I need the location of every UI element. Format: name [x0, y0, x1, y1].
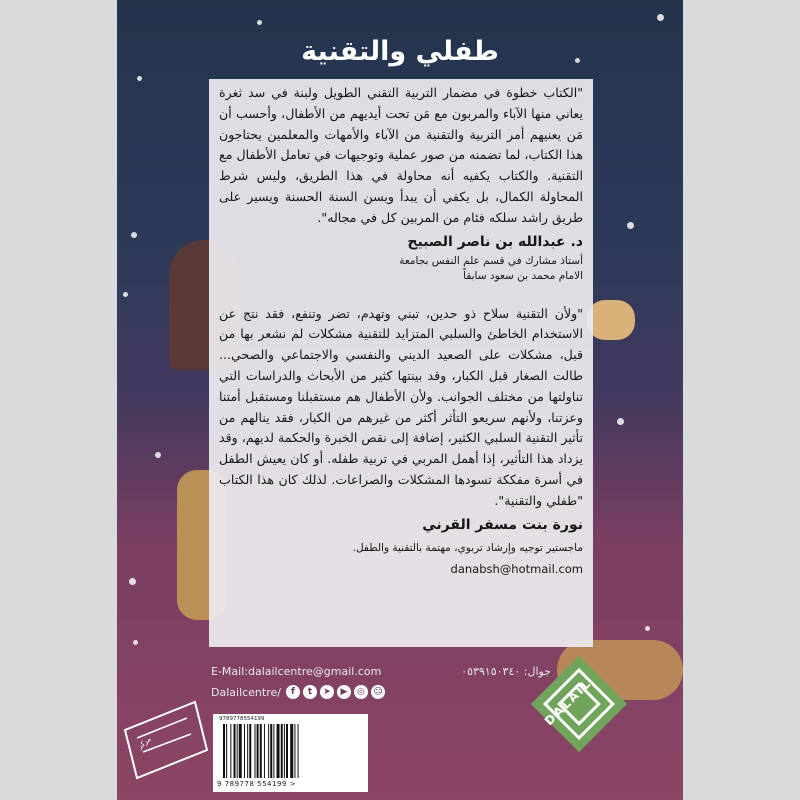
barcode-bar: [294, 724, 295, 778]
barcode-bar: [298, 724, 299, 778]
snow-dot: [131, 232, 137, 238]
barcode-bar: [284, 724, 285, 778]
reviews-panel: [209, 79, 593, 647]
snapchat-icon[interactable]: ☺: [371, 685, 385, 699]
book-back-cover: [117, 0, 683, 800]
barcode-bar: [281, 724, 283, 778]
barcode-bar: [273, 724, 274, 778]
twitter-icon[interactable]: t: [303, 685, 317, 699]
barcode-bar: [249, 724, 251, 778]
snow-dot: [627, 222, 634, 229]
snow-dot: [645, 626, 650, 631]
barcode-bar: [286, 724, 288, 778]
barcode-bar: [223, 724, 225, 778]
author-email[interactable]: danabsh@hotmail.com: [450, 561, 583, 576]
snow-dot: [123, 292, 128, 297]
review-author-2: نورة بنت مسفر القرني: [422, 516, 583, 533]
review-affiliation-1b: الامام محمد بن سعود سابقاً: [463, 269, 583, 282]
publisher-phone: جوال: ٠٥٣٩١٥٠٣٤٠: [461, 665, 551, 678]
dalail-logo: [525, 650, 633, 758]
instagram-icon[interactable]: ◎: [354, 685, 368, 699]
barcode-bar: [277, 724, 280, 778]
review-text-1: "الكتاب خطوة في مضمار التربية التقني الطويل ولبنة في سد ثغرة يعاني منها الآباء والمربون مع مَن تحت أيديهم من الأطفال، وأحسب أن مَن يعنيهم أمر التربية والتقنية من الآباء والأمهات والمعلمين يحتاجون هذا الكتاب، لما تضمنه من صور عملية وتوجيهات في تعامل الأطفال مع التقنية. والكتاب يكفيه أنه محاولة في هذا الطريق، وليس شرط المحاولة الكمال، بل يكفي أن يبدأ ويسن السنة الحسنة ويسير على طريق راشد سلكه فئام من المربين كل في مجاله".: [219, 85, 583, 225]
child-figure-head: [587, 300, 635, 340]
snow-dot: [129, 578, 136, 585]
snow-dot: [137, 76, 142, 81]
contact-info: [211, 663, 551, 709]
barcode-bar: [237, 724, 238, 778]
youtube-icon[interactable]: ▶: [337, 685, 351, 699]
barcode-bar: [230, 724, 231, 778]
publisher-seal-logo: [117, 690, 217, 790]
social-row: [211, 685, 385, 699]
barcode-bar: [244, 724, 245, 778]
snow-dot: [617, 418, 624, 425]
barcode-bar: [270, 724, 272, 778]
publisher-seal-text: مركز: [136, 735, 153, 751]
barcode-bar: [247, 724, 248, 778]
review-author-1: د. عبدالله بن ناصر الصبيح: [407, 233, 583, 250]
barcode-bars: [221, 724, 361, 778]
snow-dot: [657, 14, 664, 21]
barcode-bar: [255, 724, 256, 778]
barcode-bar: [234, 724, 236, 778]
publisher-email[interactable]: E-Mail:dalailcentre@gmail.com: [211, 665, 382, 678]
barcode-bar: [264, 724, 265, 778]
telegram-icon[interactable]: ➤: [320, 685, 334, 699]
barcode-bar: [260, 724, 262, 778]
barcode-bar: [257, 724, 259, 778]
barcode-bar: [290, 724, 293, 778]
book-title: طفلي والتقنية: [301, 36, 499, 67]
barcode-bar: [239, 724, 242, 778]
snow-dot: [155, 452, 161, 458]
dalail-logo-text: DALAIL: [541, 675, 595, 729]
review-text-2: "ولأن التقنية سلاح ذو حدين، تبني وتهدم، تضر وتنفع، فقد نتج عن الاستخدام الخاطئ والسلبي المتزايد للتقنية مشكلات لم نشعر بها من قبل، مشكلات على الصعيد الديني والنفسي والاجتماعي والصحي... طالت الصغار قبل الكبار، وقد بينتها كثير من الأبحاث والدراسات التي تناولتها من مختلف الجوانب. ولأن الأطفال هم مستقبلنا ومستقبل أمتنا وعزتنا، ولأنهم سريعو التأثر أكثر من غيرهم من الكبار، فقد ينالهم من تأثير التقنية السلبي الكثير، إضافة إلى نقص الخبرة والحكمة لديهم، وقد يزداد هذا التأثير، إذا أهمل المربي في تربية طفله. أو كان يعيش الطفل في أسرة مفككة تسودها المشكلات والصراعات. لذلك كان هذا الكتاب "طفلي والتقنية".: [219, 305, 583, 508]
isbn-top: 9789778554199: [219, 716, 265, 722]
social-handle[interactable]: Dalailcentre/: [211, 685, 281, 699]
barcode-bar: [226, 724, 227, 778]
review-affiliation-2: ماجستير توجيه وإرشاد تربوي، مهتمة بالتقنية والطفل.: [352, 541, 583, 554]
facebook-icon[interactable]: f: [286, 685, 300, 699]
barcode: [213, 714, 368, 792]
review-affiliation-1a: أستاذ مشارك في قسم علم النفس بجامعة: [399, 254, 583, 267]
snow-dot: [133, 640, 138, 645]
snow-dot: [257, 20, 262, 25]
isbn-bottom: 9 789778 554199 >: [217, 780, 296, 788]
barcode-bar: [268, 724, 269, 778]
